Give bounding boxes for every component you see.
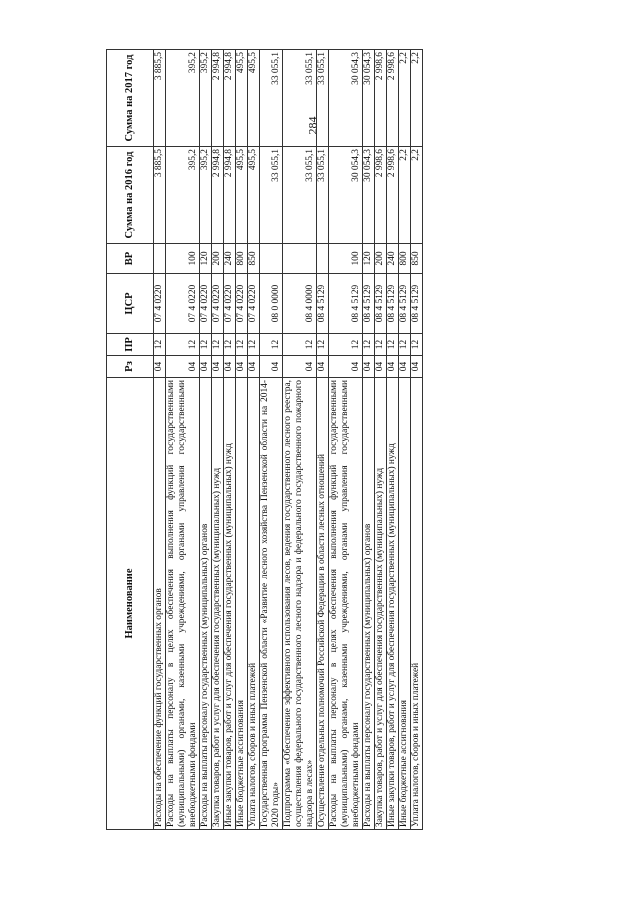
cell-name: Расходы на выплаты персоналу государственных (муниципальных) органов <box>363 378 375 830</box>
header-csr: ЦСР <box>107 274 154 334</box>
header-vr: ВР <box>107 244 154 274</box>
cell-pr: 12 <box>236 334 248 356</box>
cell-vr: 850 <box>411 244 423 274</box>
cell-name: Иные закупки товаров, работ и услуг для обеспечения государственных (муниципальных) нужд <box>387 378 399 830</box>
cell-csr: 07 4 0220 <box>154 274 166 334</box>
cell-pr: 12 <box>375 334 387 356</box>
cell-vr: 100 <box>329 244 363 274</box>
cell-pr: 12 <box>200 334 212 356</box>
cell-sum-2016: 33 055,1 <box>317 147 329 244</box>
cell-rz: 04 <box>317 356 329 378</box>
cell-pr: 12 <box>387 334 399 356</box>
table-row <box>166 50 200 830</box>
cell-rz: 04 <box>260 356 283 378</box>
cell-vr: 200 <box>212 244 224 274</box>
table-row <box>411 50 423 830</box>
table-row <box>375 50 387 830</box>
cell-name: Иные закупки товаров, работ и услуг для обеспечения государственных (муниципальных) нужд <box>224 378 236 830</box>
cell-pr: 12 <box>212 334 224 356</box>
table-row <box>363 50 375 830</box>
cell-sum-2016: 2,2 <box>399 147 411 244</box>
cell-sum-2016: 2 998,6 <box>387 147 399 244</box>
cell-name: Осуществление отдельных полномочий Российской Федерации в области лесных отношений <box>317 378 329 830</box>
cell-rz: 04 <box>411 356 423 378</box>
cell-csr: 07 4 0220 <box>200 274 212 334</box>
cell-name: Закупка товаров, работ и услуг для обеспечения государственных (муниципальных) нужд <box>375 378 387 830</box>
cell-sum-2016: 33 055,1 <box>283 147 317 244</box>
cell-name: Иные бюджетные ассигнования <box>399 378 411 830</box>
table-row <box>236 50 248 830</box>
cell-pr: 12 <box>411 334 423 356</box>
table-row <box>317 50 329 830</box>
cell-name: Расходы на выплаты персоналу в целях обеспечения выполнения функций государственными (муниципальными) органами, казенными учреждениями, органами управления государственными внебюджетными фондами <box>166 378 200 830</box>
cell-pr: 12 <box>166 334 200 356</box>
table-row <box>248 50 260 830</box>
cell-name: Закупка товаров, работ и услуг для обеспечения государственных (муниципальных) нужд <box>212 378 224 830</box>
header-sum-2017: Сумма на 2017 год <box>107 50 154 147</box>
cell-vr <box>154 244 166 274</box>
cell-pr: 12 <box>260 334 283 356</box>
cell-csr: 07 4 0220 <box>166 274 200 334</box>
cell-sum-2017: 495,5 <box>248 50 260 147</box>
cell-vr: 200 <box>375 244 387 274</box>
cell-name: Иные бюджетные ассигнования <box>236 378 248 830</box>
cell-name: Расходы на выплаты персоналу государственных (муниципальных) органов <box>200 378 212 830</box>
table-row <box>200 50 212 830</box>
cell-csr: 08 4 5129 <box>411 274 423 334</box>
cell-pr: 12 <box>224 334 236 356</box>
cell-vr: 120 <box>363 244 375 274</box>
cell-name: Подпрограмма «Обеспечение эффективного использования лесов, ведения государственного лесного реестра, осуществления федерального государственного лесного надзора и федерального государственного пожарного надзора в лесах» <box>283 378 317 830</box>
cell-sum-2017: 2 998,6 <box>387 50 399 147</box>
cell-vr: 850 <box>248 244 260 274</box>
cell-pr: 12 <box>363 334 375 356</box>
cell-rz: 04 <box>363 356 375 378</box>
cell-sum-2017: 30 054,3 <box>329 50 363 147</box>
cell-sum-2017: 33 055,1 <box>260 50 283 147</box>
cell-sum-2017: 2,2 <box>411 50 423 147</box>
cell-sum-2017: 2 994,8 <box>212 50 224 147</box>
cell-vr <box>317 244 329 274</box>
cell-sum-2016: 2 994,8 <box>224 147 236 244</box>
page-number: 284 <box>305 116 320 135</box>
cell-sum-2017: 30 054,3 <box>363 50 375 147</box>
cell-name: Расходы на выплаты персоналу в целях обеспечения выполнения функций государственными (муниципальными) органами, казенными учреждениями, органами управления государственными внебюджетными фондами <box>329 378 363 830</box>
cell-sum-2016: 495,5 <box>248 147 260 244</box>
cell-pr: 12 <box>399 334 411 356</box>
cell-vr: 800 <box>236 244 248 274</box>
cell-vr: 120 <box>200 244 212 274</box>
header-name: Наименование <box>107 378 154 830</box>
cell-sum-2017: 3 885,5 <box>154 50 166 147</box>
cell-pr: 12 <box>248 334 260 356</box>
cell-sum-2016: 395,2 <box>166 147 200 244</box>
cell-vr: 240 <box>224 244 236 274</box>
cell-sum-2016: 2 998,6 <box>375 147 387 244</box>
cell-csr: 07 4 0220 <box>248 274 260 334</box>
table-header-row <box>107 50 154 830</box>
cell-csr: 08 4 0000 <box>283 274 317 334</box>
cell-sum-2016: 495,5 <box>236 147 248 244</box>
cell-rz: 04 <box>387 356 399 378</box>
cell-sum-2016: 33 055,1 <box>260 147 283 244</box>
cell-sum-2016: 395,2 <box>200 147 212 244</box>
cell-name: Уплата налогов, сборов и иных платежей <box>411 378 423 830</box>
cell-rz: 04 <box>248 356 260 378</box>
cell-csr: 08 4 5129 <box>387 274 399 334</box>
table-row <box>154 50 166 830</box>
header-rz: Рз <box>107 356 154 378</box>
cell-csr: 07 4 0220 <box>224 274 236 334</box>
cell-sum-2016: 30 054,3 <box>363 147 375 244</box>
rotated-page-content <box>106 50 546 830</box>
table-row <box>260 50 283 830</box>
cell-sum-2016: 2 994,8 <box>212 147 224 244</box>
cell-sum-2017: 2 998,6 <box>375 50 387 147</box>
cell-sum-2017: 395,2 <box>166 50 200 147</box>
cell-sum-2016: 2,2 <box>411 147 423 244</box>
cell-name: Уплата налогов, сборов и иных платежей <box>248 378 260 830</box>
cell-rz: 04 <box>212 356 224 378</box>
cell-pr: 12 <box>154 334 166 356</box>
cell-vr: 800 <box>399 244 411 274</box>
cell-pr: 12 <box>283 334 317 356</box>
cell-sum-2017: 2,2 <box>399 50 411 147</box>
cell-sum-2016: 3 885,5 <box>154 147 166 244</box>
cell-pr: 12 <box>329 334 363 356</box>
cell-name: Расходы на обеспечение функций государственных органов <box>154 378 166 830</box>
table-row <box>399 50 411 830</box>
table-row <box>224 50 236 830</box>
cell-rz: 04 <box>224 356 236 378</box>
cell-csr: 08 4 5129 <box>317 274 329 334</box>
budget-table <box>106 49 423 830</box>
cell-sum-2017: 395,2 <box>200 50 212 147</box>
header-pr: ПР <box>107 334 154 356</box>
table-row <box>329 50 363 830</box>
cell-pr: 12 <box>317 334 329 356</box>
cell-csr: 08 4 5129 <box>375 274 387 334</box>
cell-rz: 04 <box>166 356 200 378</box>
cell-rz: 04 <box>236 356 248 378</box>
cell-csr: 07 4 0220 <box>236 274 248 334</box>
table-row <box>212 50 224 830</box>
cell-rz: 04 <box>399 356 411 378</box>
cell-sum-2017: 2 994,8 <box>224 50 236 147</box>
cell-sum-2017: 33 055,1 <box>283 50 317 147</box>
header-sum-2016: Сумма на 2016 год <box>107 147 154 244</box>
cell-csr: 08 4 5129 <box>363 274 375 334</box>
cell-rz: 04 <box>154 356 166 378</box>
cell-csr: 07 4 0220 <box>212 274 224 334</box>
cell-sum-2016: 30 054,3 <box>329 147 363 244</box>
table-body <box>154 50 423 830</box>
cell-rz: 04 <box>375 356 387 378</box>
table-row <box>283 50 317 830</box>
cell-vr <box>283 244 317 274</box>
cell-sum-2017: 495,5 <box>236 50 248 147</box>
cell-vr <box>260 244 283 274</box>
cell-name: Государственная программа Пензенской области «Развитие лесного хозяйства Пензенской области на 2014-2020 годы» <box>260 378 283 830</box>
cell-csr: 08 4 5129 <box>329 274 363 334</box>
cell-vr: 240 <box>387 244 399 274</box>
cell-rz: 04 <box>329 356 363 378</box>
cell-rz: 04 <box>200 356 212 378</box>
cell-sum-2017: 33 055,1 <box>317 50 329 147</box>
table-row <box>387 50 399 830</box>
cell-csr: 08 4 5129 <box>399 274 411 334</box>
cell-rz: 04 <box>283 356 317 378</box>
cell-vr: 100 <box>166 244 200 274</box>
cell-csr: 08 0 0000 <box>260 274 283 334</box>
